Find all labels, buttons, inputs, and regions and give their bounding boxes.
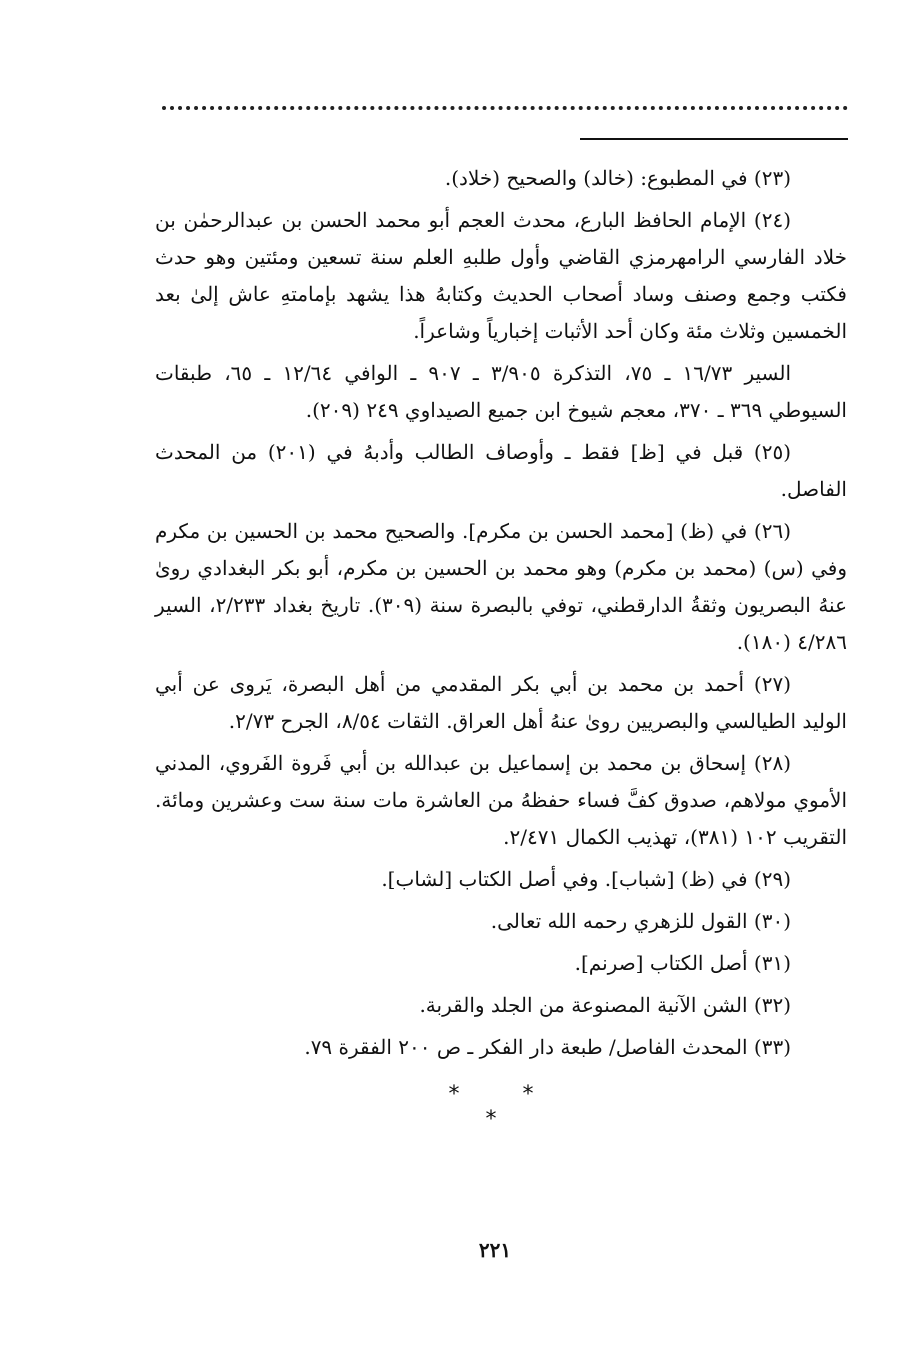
dotted-separator — [162, 106, 848, 110]
footnote-23: (٢٣) في المطبوع: (خالد) والصحيح (خلاد). — [444, 166, 791, 190]
footnote-rule — [580, 138, 848, 140]
footnote-27: (٢٧) أحمد بن محمد بن أبي بكر المقدمي من أهل البصرة، يَروى عن أبي الوليد الطيالسي والبصريين روىٰ عنهُ أهل العراق. الثقات ٨/٥٤، الجرح ٢/٧٣. — [155, 672, 847, 733]
footnote-24-references: السير ١٦/٧٣ ـ ٧٥، التذكرة ٣/٩٠٥ ـ ٩٠٧ ـ الوافي ١٢/٦٤ ـ ٦٥، طبقات السيوطي ٣٦٩ ـ ٣٧٠، معجم شيوخ ابن جميع الصيداوي ٢٤٩ (٢٠٩). — [155, 361, 847, 422]
footnotes-block — [155, 160, 847, 1066]
footnote-26: (٢٦) في (ظ) [محمد الحسن بن مكرم]. والصحيح محمد بن الحسين بن مكرم وفي (س) (محمد بن مكرم) وهو محمد بن الحسين بن مكرم، أبو بكر البغدادي روىٰ عنهُ البصريون وثقةُ الدارقطني، توفي بالبصرة سنة (٣٠٩). تاريخ بغداد ٢/٢٣٣، السير ٤/٢٨٦ (١٨٠). — [155, 519, 848, 654]
footnote-24: (٢٤) الإمام الحافظ البارع، محدث العجم أبو محمد الحسن بن عبدالرحمٰن بن خلاد الفارسي الرامهرمزي القاضي وأول طلبهِ العلم سنة تسعين ومئتين وهو حدث فكتب وجمع وصنف وساد أصحاب الحديث وكتابهُ هذا يشهد بإمامتهِ عاش إلىٰ بعد الخمسين وثلاث مئة وكان أحد الأثبات إخبارياً وشاعراً. — [155, 208, 847, 343]
footnote-32: (٣٢) الشن الآنية المصنوعة من الجلد والقربة. — [419, 993, 791, 1017]
footnote-30: (٣٠) القول للزهري رحمه الله تعالى. — [490, 909, 791, 933]
footnote-33: (٣٣) المحدث الفاصل/ طبعة دار الفكر ـ ص ٢٠٠ الفقرة ٧٩. — [304, 1035, 791, 1059]
section-end-stars: * * * — [448, 1082, 562, 1132]
footnote-25: (٢٥) قبل في [ظ] فقط ـ وأوصاف الطالب وأدبهُ في (٢٠١) من المحدث الفاصل. — [155, 440, 847, 501]
footnote-28: (٢٨) إسحاق بن محمد بن إسماعيل بن عبدالله بن أبي فَروة الفَروي، المدني الأموي مولاهم، صدوق كفَّ فساء حفظهُ من العاشرة مات سنة ست وعشرين ومائة. التقريب ١٠٢ (٣٨١)، تهذيب الكمال ٢/٤٧١. — [155, 751, 847, 849]
footnote-29: (٢٩) في (ظ) [شباب]. وفي أصل الكتاب [لشاب]. — [381, 867, 791, 891]
page-number: ٢٢١ — [478, 1238, 512, 1262]
footnote-31: (٣١) أصل الكتاب [صرنم]. — [574, 951, 791, 975]
